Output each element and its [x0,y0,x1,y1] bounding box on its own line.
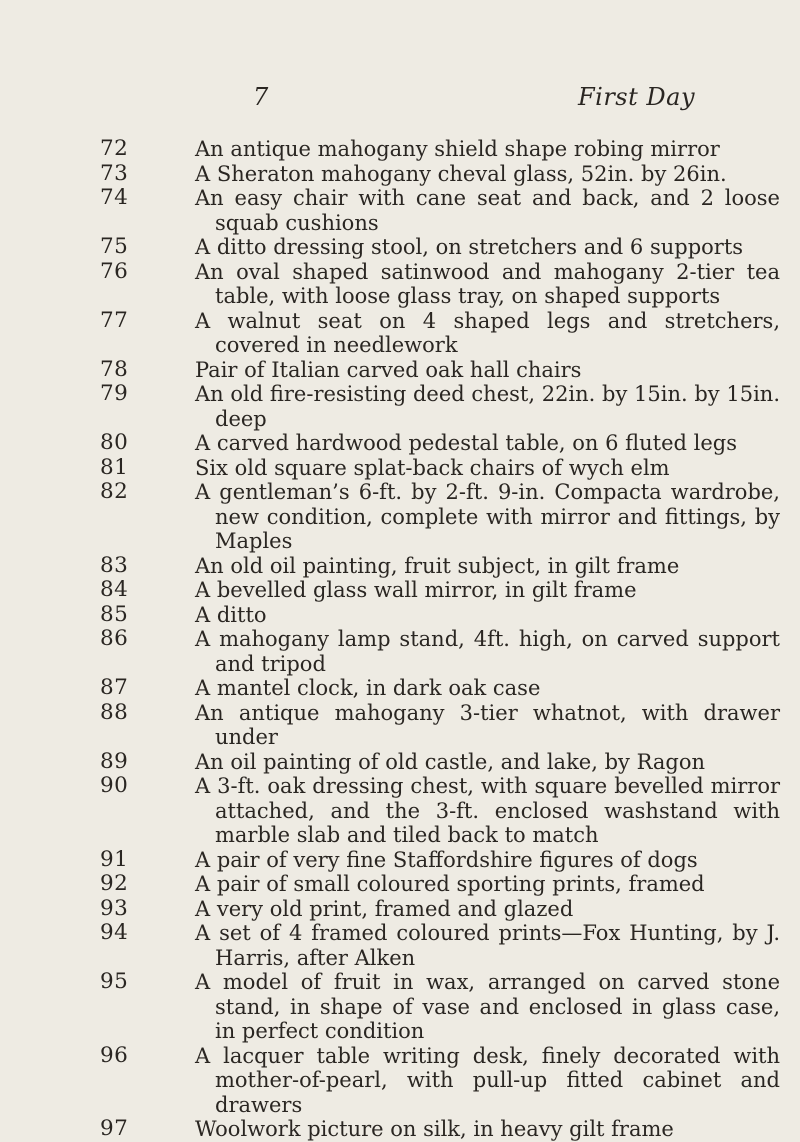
lot-list [0,137,800,1142]
lot-entry [0,186,800,235]
lot-entry [0,676,800,701]
lot-description: A ditto dressing stool, on stretchers and 6 supports [195,235,744,259]
lot-number: 95 [100,969,129,994]
lot-entry [0,260,800,309]
lot-description: Pair of Italian carved oak hall chairs [195,357,582,382]
lot-entry [0,137,800,162]
lot-number: 96 [100,1042,129,1068]
lot-description: A set of 4 framed coloured prints—Fox Hunting, by J. Harris, after Alken [195,921,780,970]
lot-number: 74 [100,185,129,210]
lot-description: An old fire-resisting deed chest, 22in. by 15in. by 15in. deep [195,382,780,431]
lot-number: 88 [100,699,129,725]
lot-description: A pair of very fine Staffordshire figures of dogs [195,847,698,872]
lot-number: 89 [100,748,129,774]
lot-description: A 3-ft. oak dressing chest, with square bevelled mirror attached, and the 3-ft. enclosed washstand with marble slab and tiled back to match [195,774,780,847]
lot-description: A ditto [195,602,267,627]
page-header [0,83,800,113]
lot-description: Six old square splat-back chairs of wych elm [195,455,670,480]
lot-entry [0,235,800,260]
lot-description: A gentleman’s 6-ft. by 2-ft. 9-in. Compacta wardrobe, new condition, complete with mirror and fittings, by Maples [195,480,780,553]
lot-entry [0,578,800,603]
lot-number: 81 [100,454,129,480]
lot-entry [0,921,800,970]
lot-number: 85 [100,601,129,627]
lot-entry [0,774,800,848]
lot-number: 82 [100,479,129,504]
lot-description: An old oil painting, fruit subject, in gilt frame [195,553,680,578]
lot-number: 91 [100,846,129,872]
lot-entry [0,750,800,775]
lot-entry [0,382,800,431]
lot-description: An oil painting of old castle, and lake, by Ragon [195,749,705,774]
lot-description: An easy chair with cane seat and back, and 2 loose squab cushions [195,186,780,235]
lot-entry [0,1044,800,1118]
lot-number: 72 [100,136,129,161]
lot-entry [0,554,800,579]
lot-number: 94 [100,920,129,945]
lot-entry [0,701,800,750]
page-number: 7 [253,83,269,111]
lot-description: A very old print, framed and glazed [195,896,574,921]
lot-entry [0,456,800,481]
lot-description: An antique mahogany shield shape robing mirror [195,137,720,161]
lot-number: 73 [100,160,129,186]
lot-description: A pair of small coloured sporting prints, framed [195,872,705,896]
lot-description: A walnut seat on 4 shaped legs and stretchers, covered in needlework [195,308,780,357]
lot-number: 92 [100,871,129,896]
lot-entry [0,162,800,187]
lot-number: 87 [100,675,129,700]
lot-entry [0,872,800,897]
lot-description: A lacquer table writing desk, finely decorated with mother-of-pearl, with pull-up fitted cabinet and drawers [195,1043,780,1117]
lot-number: 84 [100,577,129,602]
lot-description: A Sheraton mahogany cheval glass, 52in. by 26in. [195,161,727,186]
lot-entry [0,480,800,554]
lot-number: 79 [100,381,129,406]
lot-description: A carved hardwood pedestal table, on 6 fluted legs [195,431,738,455]
lot-entry [0,309,800,358]
lot-number: 93 [100,895,129,921]
lot-entry [0,431,800,456]
lot-description: A mahogany lamp stand, 4ft. high, on carved support and tripod [195,627,780,676]
lot-entry [0,627,800,676]
running-title: First Day [578,83,695,111]
lot-description: A model of fruit in wax, arranged on carved stone stand, in shape of vase and enclosed in glass case, in perfect condition [195,970,780,1043]
lot-entry [0,897,800,922]
lot-number: 83 [100,552,129,578]
lot-number: 76 [100,258,129,284]
lot-entry [0,603,800,628]
lot-entry [0,358,800,383]
lot-number: 80 [100,430,129,455]
lot-number: 86 [100,626,129,651]
lot-entry [0,970,800,1044]
lot-description: Woolwork picture on silk, in heavy gilt frame [195,1117,674,1141]
lot-number: 97 [100,1116,129,1141]
lot-number: 90 [100,773,129,798]
lot-description: A bevelled glass wall mirror, in gilt frame [195,578,637,602]
lot-entry [0,848,800,873]
lot-number: 75 [100,234,129,259]
lot-description: An antique mahogany 3-tier whatnot, with drawer under [195,700,780,749]
lot-number: 78 [100,356,129,382]
lot-description: An oval shaped satinwood and mahogany 2-tier tea table, with loose glass tray, on shaped supports [195,259,780,308]
lot-number: 77 [100,307,129,333]
lot-description: A mantel clock, in dark oak case [195,676,541,700]
